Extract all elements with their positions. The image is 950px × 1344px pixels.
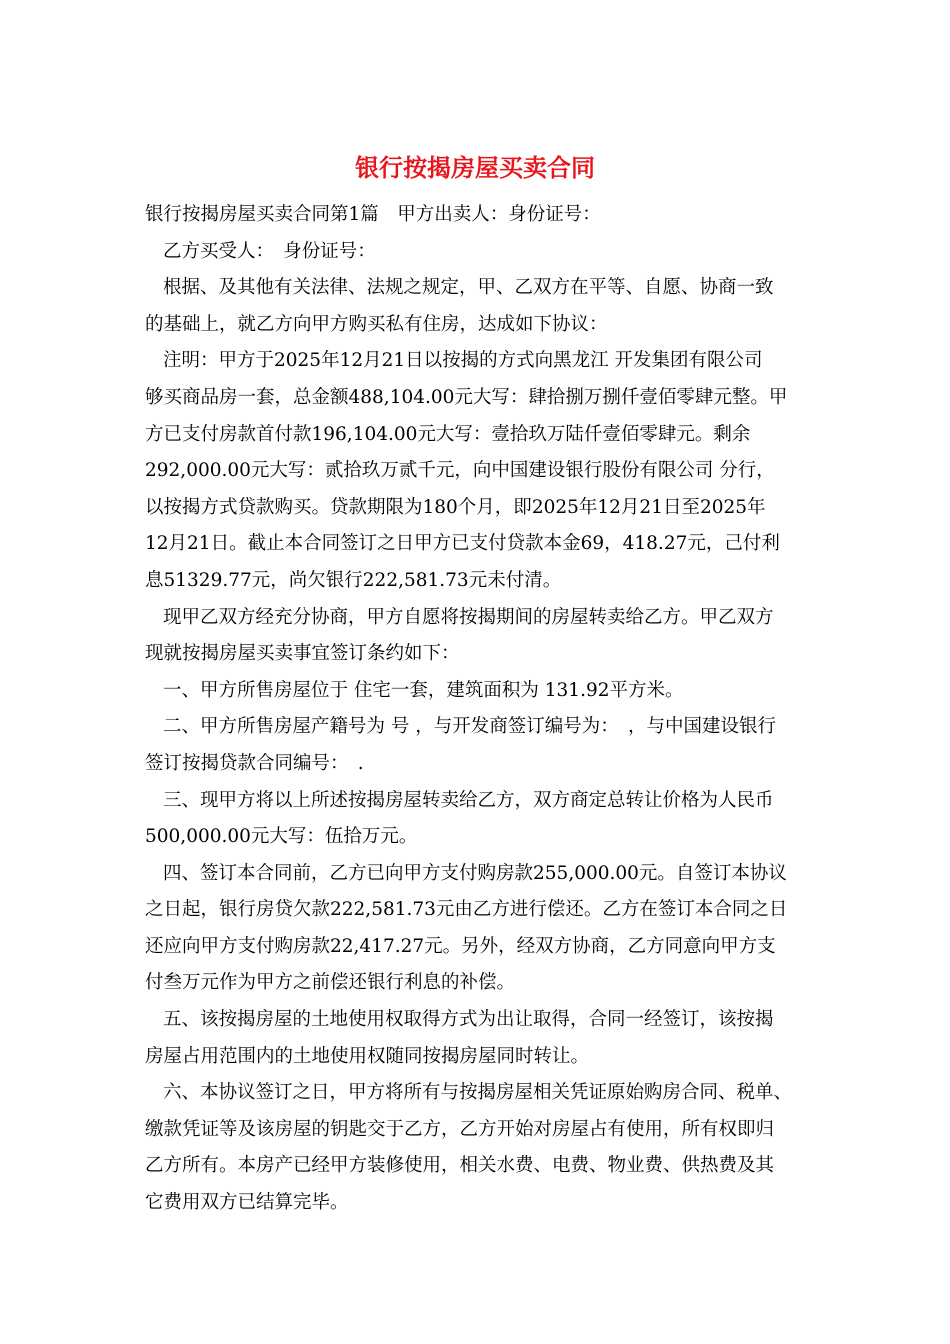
body-line: 方已支付房款首付款196,104.00元大写：壹拾玖万陆仟壹佰零肆元。剩余	[145, 423, 751, 445]
document-title: 银行按揭房屋买卖合同	[355, 153, 595, 182]
body-line: 房屋占用范围内的土地使用权随同按揭房屋同时转让。	[145, 1045, 590, 1067]
body-line: 以按揭方式贷款购买。贷款期限为180个月，即2025年12月21日至2025年	[145, 496, 766, 518]
body-line: 注明：甲方于2025年12月21日以按揭的方式向黑龙江 开发集团有限公司	[163, 350, 763, 372]
body-line: 乙方买受人： 身份证号：	[163, 240, 376, 262]
body-line: 六、本协议签订之日，甲方将所有与按揭房屋相关凭证原始购房合同、税单、	[163, 1082, 793, 1104]
body-line: 之日起，银行房贷欠款222,581.73元由乙方进行偿还。乙方在签订本合同之日	[145, 899, 788, 921]
body-line: 三、现甲方将以上所述按揭房屋转卖给乙方，双方商定总转让价格为人民币	[163, 789, 774, 811]
body-line: 500,000.00元大写：伍拾万元。	[145, 826, 418, 848]
body-line: 它费用双方已结算完毕。	[145, 1192, 349, 1214]
body-line: 四、签订本合同前，乙方已向甲方支付购房款255,000.00元。自签订本协议	[163, 862, 787, 884]
body-line: 12月21日。截止本合同签订之日甲方已支付贷款本金69，418.27元，己付利	[145, 533, 780, 555]
body-line: 根据、及其他有关法律、法规之规定，甲、乙双方在平等、自愿、协商一致	[163, 277, 774, 299]
body-line: 乙方所有。本房产已经甲方装修使用，相关水费、电费、物业费、供热费及其	[145, 1155, 775, 1177]
body-line: 付叁万元作为甲方之前偿还银行利息的补偿。	[145, 972, 516, 994]
body-line: 缴款凭证等及该房屋的钥匙交于乙方，乙方开始对房屋占有使用，所有权即归	[145, 1118, 775, 1140]
body-line: 现甲乙双方经充分协商，甲方自愿将按揭期间的房屋转卖给乙方。甲乙双方	[163, 606, 774, 628]
body-line: 五、该按揭房屋的土地使用权取得方式为出让取得，合同一经签订，该按揭	[163, 1009, 774, 1031]
body-line: 还应向甲方支付购房款22,417.27元。另外，经双方协商，乙方同意向甲方支	[145, 935, 776, 957]
body-line: 够买商品房一套，总金额488,104.00元大写：肆拾捌万捌仟壹佰零肆元整。甲	[145, 386, 788, 408]
body-line: 现就按揭房屋买卖事宜签订条约如下：	[145, 643, 460, 665]
body-line: 息51329.77元，尚欠银行222,581.73元未付清。	[145, 569, 562, 591]
body-line: 银行按揭房屋买卖合同第1篇 甲方出卖人：身份证号：	[145, 204, 601, 225]
body-line: 292,000.00元大写：贰拾玖万贰千元，向中国建设银行股份有限公司 分行，	[145, 460, 775, 482]
document-body	[145, 197, 810, 1222]
body-line: 二、甲方所售房屋产籍号为 号 ，与开发商签订编号为： ，与中国建设银行	[163, 716, 777, 738]
body-line: 一、甲方所售房屋位于 住宅一套，建筑面积为 131.92平方米。	[163, 679, 684, 701]
body-line: 的基础上，就乙方向甲方购买私有住房，达成如下协议：	[145, 313, 608, 335]
body-line: 签订按揭贷款合同编号： .	[145, 752, 364, 774]
